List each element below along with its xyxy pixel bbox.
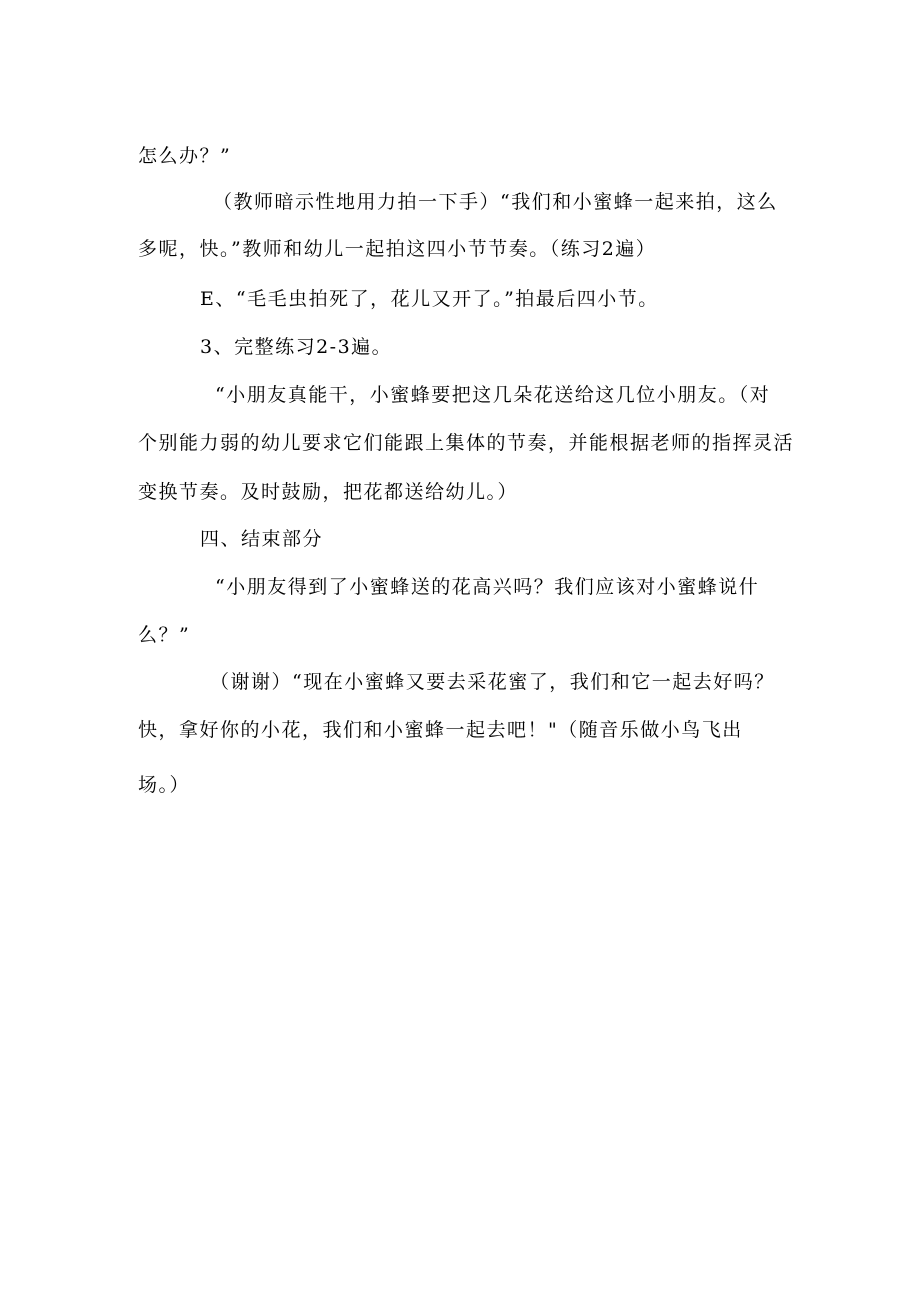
text-line: “小朋友真能干，小蜜蜂要把这几朵花送给这几位小朋友。（对 [215, 384, 771, 406]
text-line: 场。） [138, 774, 191, 796]
text-line: “小朋友得到了小蜜蜂送的花高兴吗？我们应该对小蜜蜂说什 [215, 576, 760, 598]
text-line: 变换节奏。及时鼓励，把花都送给幼儿。） [138, 481, 519, 503]
text-line: 么？” [138, 624, 191, 646]
text-line: 多呢，快。”教师和幼儿一起拍这四小节节奏。（练习2遍） [138, 238, 657, 260]
text-line: E、“毛毛虫拍死了，花儿又开了。”拍最后四小节。 [200, 288, 659, 310]
text-line: 快，拿好你的小花，我们和小蜜蜂一起去吧！"（随音乐做小鸟飞出 [138, 719, 743, 741]
text-line: 3、完整练习2-3遍。 [200, 336, 393, 358]
text-line: 怎么办？” [138, 145, 232, 167]
section-heading: 四、结束部分 [200, 528, 324, 550]
text-line: （教师暗示性地用力拍一下手）“我们和小蜜蜂一起来拍，这么 [213, 191, 778, 213]
text-line: 个别能力弱的幼儿要求它们能跟上集体的节奏，并能根据老师的指挥灵活 [138, 432, 795, 454]
text-line: （谢谢）“现在小蜜蜂又要去采花蜜了，我们和它一起去好吗？ [210, 671, 775, 693]
